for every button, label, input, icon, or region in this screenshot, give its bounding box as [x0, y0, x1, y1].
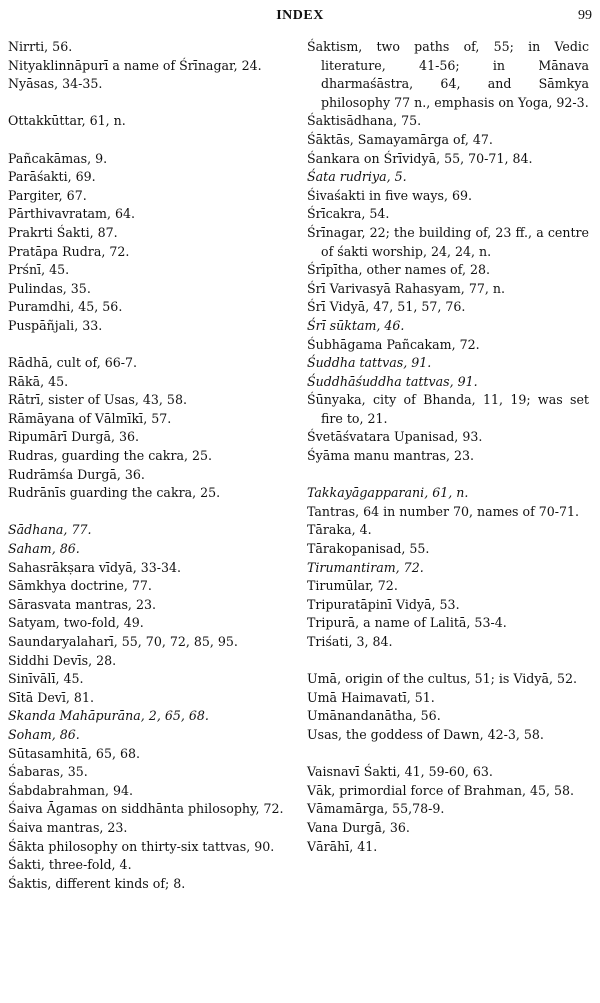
index-entry: Saham, 86.: [8, 541, 80, 557]
index-entry: Tripuratāpinī Vidyā, 53.: [307, 596, 460, 612]
index-entry: Śabaras, 35.: [8, 764, 88, 780]
index-entry: Tripurā, a name of Lalitā, 53-4.: [307, 615, 507, 631]
page-title: INDEX: [276, 8, 324, 23]
index-entry: Śaktisādhana, 75.: [307, 113, 422, 129]
index-entry: Nyāsas, 34-35.: [8, 76, 103, 92]
index-entry: Śrī Varivasyā Rahasyam, 77, n.: [307, 280, 505, 296]
index-entry: Prakrti Śakti, 87.: [8, 224, 118, 240]
index-entry: Śrīnagar, 22; the building of, 23 ff., a centre of śakti worship, 24, 24, n.: [307, 224, 589, 259]
index-entry: Sādhana, 77.: [8, 522, 92, 538]
index-entry: Śakti, three-fold, 4.: [8, 857, 132, 873]
index-entry: Soham, 86.: [8, 726, 80, 742]
index-entry: Śata rudriya, 5.: [307, 169, 407, 185]
index-entry: Umā, origin of the cultus, 51; is Vidyā, 52.: [307, 671, 577, 687]
index-entry: Saundaryalaharī, 55, 70, 72, 85, 95.: [8, 634, 238, 649]
index-entry: Śūnyaka, city of Bhanda, 11, 19; was set fire to, 21.: [307, 392, 589, 426]
index-entry: Śrīcakra, 54.: [307, 206, 390, 222]
running-head: [0, 8, 600, 28]
index-entry: Śivaśakti in five ways, 69.: [307, 187, 472, 203]
index-entry: Śāktās, Samayamārga of, 47.: [307, 131, 493, 147]
index-entry: Nityaklinnāpurī a name of Śrīnagar, 24.: [8, 57, 262, 73]
index-entry: Tāraka, 4.: [307, 522, 372, 538]
right-index-column: [307, 38, 589, 856]
index-entry: Pargiter, 67.: [8, 187, 87, 203]
index-entry: Vāmamārga, 55,78-9.: [307, 801, 445, 817]
index-entry: Triśati, 3, 84.: [307, 634, 393, 649]
index-entry: Śuddha tattvas, 91.: [307, 355, 432, 371]
index-entry: Śaiva Āgamas on siddhānta philosophy, 72.: [8, 801, 284, 817]
index-entry: Sinīvālī, 45.: [8, 671, 84, 687]
index-entry: Rāmāyana of Vālmīkī, 57.: [8, 410, 172, 426]
index-entry: Śrī Vidyā, 47, 51, 57, 76.: [307, 299, 466, 315]
index-entry: Śubhāgama Pañcakam, 72.: [307, 336, 480, 352]
index-entry: Śyāma manu mantras, 23.: [307, 448, 475, 464]
index-entry: Puramdhi, 45, 56.: [8, 299, 123, 315]
index-entry: Śvetāśvatara Upanisad, 93.: [307, 429, 483, 445]
left-index-column: [8, 38, 290, 893]
index-entry: Pulindas, 35.: [8, 280, 91, 296]
index-entry: Ripumārī Durgā, 36.: [8, 429, 140, 445]
index-entry: Usas, the goddess of Dawn, 42-3, 58.: [307, 726, 544, 742]
index-entry: Śrīpītha, other names of, 28.: [307, 262, 490, 278]
index-entry: Tirumantiram, 72.: [307, 559, 424, 575]
index-entry: Pārthivavratam, 64.: [8, 206, 136, 222]
index-entry: Vāk, primordial force of Brahman, 45, 58.: [307, 782, 575, 798]
index-entry: Vana Durgā, 36.: [307, 819, 410, 835]
index-entry: Śaktis, different kinds of; 8.: [8, 875, 186, 891]
index-entry: Rākā, 45.: [8, 373, 69, 389]
index-entry: Pañcakāmas, 9.: [8, 150, 108, 166]
index-entry: Umānandanātha, 56.: [307, 708, 441, 724]
index-entry: Śaktism, two paths of, 55; in Vedic literature, 41-56; in Mānava dharmaśāstra, 64, and Sāmkya philosophy 77 n., emphasis on Yoga, 92-3.: [307, 39, 589, 110]
index-entry: Śuddhāśuddha tattvas, 91.: [307, 373, 478, 389]
index-entry: Śabdabrahman, 94.: [8, 782, 134, 798]
index-entry: Takkayāgapparani, 61, n.: [307, 485, 469, 501]
index-entry: Skanda Mahāpurāna, 2, 65, 68.: [8, 708, 209, 724]
index-entry: Rudras, guarding the cakra, 25.: [8, 448, 213, 464]
index-entry: Rātrī, sister of Usas, 43, 58.: [8, 392, 187, 408]
index-entry: Prśnī, 45.: [8, 262, 70, 278]
index-entry: Tārakopanisad, 55.: [307, 541, 430, 557]
index-entry: Sūtasamhitā, 65, 68.: [8, 745, 140, 761]
index-entry: Sāmkhya doctrine, 77.: [8, 578, 152, 594]
index-entry: Śākta philosophy on thirty-six tattvas, 90.: [8, 838, 275, 854]
index-entry: Vaisnavī Śakti, 41, 59-60, 63.: [307, 764, 493, 780]
index-entry: Umā Haimavatī, 51.: [307, 689, 435, 705]
index-entry: Rudrānīs guarding the cakra, 25.: [8, 485, 221, 501]
index-entry: Sahasrākṣara vīdyā, 33-34.: [8, 559, 182, 575]
index-entry: Rudrāmśa Durgā, 36.: [8, 466, 145, 482]
index-entry: Śaiva mantras, 23.: [8, 819, 128, 835]
index-entry: Nirrti, 56.: [8, 39, 73, 54]
index-entry: Vārāhī, 41.: [307, 838, 378, 854]
page-number: 99: [578, 8, 592, 23]
index-entry: Śrī sūktam, 46.: [307, 317, 405, 333]
index-entry: Sītā Devī, 81.: [8, 689, 94, 705]
index-entry: Puspāñjali, 33.: [8, 317, 103, 333]
index-entry: Ottakkūttar, 61, n.: [8, 113, 126, 129]
index-entry: Pratāpa Rudra, 72.: [8, 243, 130, 259]
index-entry: Parāśakti, 69.: [8, 169, 96, 185]
index-entry: Sārasvata mantras, 23.: [8, 596, 156, 612]
index-entry: Tantras, 64 in number 70, names of 70-71.: [307, 503, 580, 519]
index-entry: Siddhi Devīs, 28.: [8, 652, 117, 668]
index-entry: Satyam, two-fold, 49.: [8, 615, 144, 631]
index-entry: Tirumūlar, 72.: [307, 578, 398, 594]
index-entry: Śankara on Śrīvidyā, 55, 70-71, 84.: [307, 150, 533, 166]
index-entry: Rādhā, cult of, 66-7.: [8, 355, 138, 371]
